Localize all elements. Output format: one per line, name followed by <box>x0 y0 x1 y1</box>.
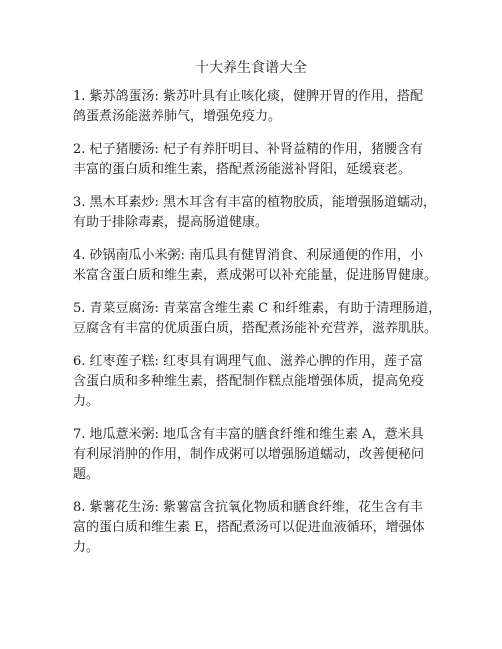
recipe-line: 5. 青菜豆腐汤: 青菜富含维生素 C 和纤维素，有助于清理肠道， <box>73 301 442 316</box>
recipe-line: 鸽蛋煮汤能滋养肺气，增强免疫力。 <box>73 109 282 124</box>
recipe-line: 力。 <box>73 394 100 409</box>
recipe-line: 力。 <box>73 540 100 555</box>
document-title: 十大养生食谱大全 <box>195 60 307 76</box>
recipe-item <box>73 140 437 180</box>
recipe-line: 4. 砂锅南瓜小米粥: 南瓜具有健胃消食、利尿通便的作用，小 <box>73 248 424 263</box>
recipe-line: 6. 红枣莲子糕: 红枣具有调理气血、滋养心脾的作用，莲子富 <box>73 354 424 369</box>
recipe-item <box>73 425 437 485</box>
recipe-line: 1. 紫苏鸽蛋汤: 紫苏叶具有止咳化痰，健脾开胃的作用，搭配 <box>73 89 424 104</box>
recipe-item <box>73 246 437 286</box>
recipe-line: 富的蛋白质和维生素 E，搭配煮汤可以促进血液循环，增强体 <box>73 520 425 535</box>
recipe-item <box>73 193 437 233</box>
recipe-line: 豆腐含有丰富的优质蛋白质，搭配煮汤能补充营养，滋养肌肤。 <box>73 321 438 336</box>
recipe-item <box>73 352 437 412</box>
recipe-item <box>73 299 442 339</box>
recipe-line: 丰富的蛋白质和维生素，搭配煮汤能滋补肾阳，延缓衰老。 <box>73 162 412 177</box>
recipe-line: 有助于排除毒素，提高肠道健康。 <box>73 215 269 230</box>
recipe-line: 3. 黑木耳素炒: 黑木耳含有丰富的植物胶质，能增强肠道蠕动， <box>73 195 437 210</box>
recipe-item <box>73 498 437 558</box>
recipe-line: 米富含蛋白质和维生素，煮成粥可以补充能量，促进肠胃健康。 <box>73 268 438 283</box>
recipe-line: 8. 紫薯花生汤: 紫薯富含抗氧化物质和膳食纤维，花生含有丰 <box>73 500 424 515</box>
recipe-line: 有利尿消肿的作用，制作成粥可以增强肠道蠕动，改善便秘问 <box>73 447 425 462</box>
recipe-item <box>73 87 437 127</box>
recipe-line: 含蛋白质和多种维生素，搭配制作糕点能增强体质，提高免疫 <box>73 374 425 389</box>
recipe-line: 2. 杞子猪腰汤: 杞子有养肝明目、补肾益精的作用，猪腰含有 <box>73 142 424 157</box>
recipe-line: 题。 <box>73 467 100 482</box>
recipe-list <box>73 87 442 571</box>
recipe-line: 7. 地瓜薏米粥: 地瓜含有丰富的膳食纤维和维生素 A，薏米具 <box>73 427 424 442</box>
